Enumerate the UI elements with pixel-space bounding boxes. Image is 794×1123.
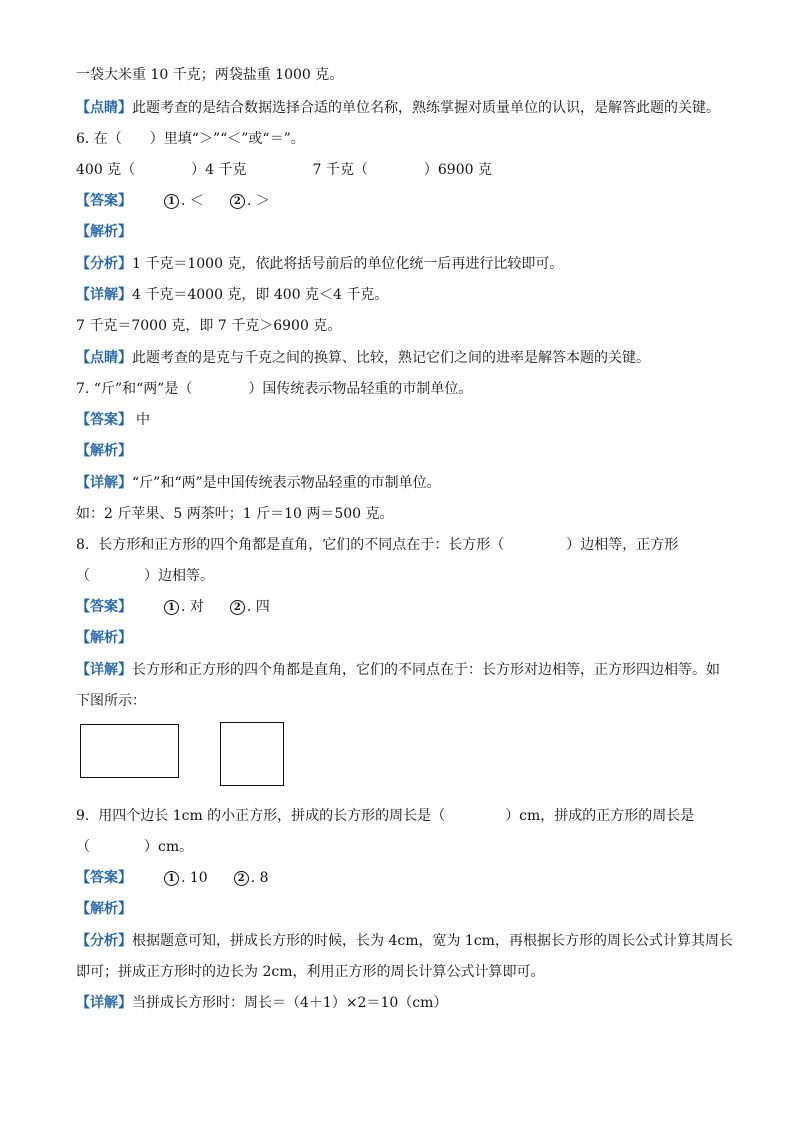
xiangjie-text: “斤”和“两”是中国传统表示物品轻重的市制单位。 bbox=[132, 475, 441, 491]
stem-b: ）边相等，正方形 bbox=[566, 537, 679, 553]
fenxi-line bbox=[76, 255, 563, 273]
review-tag: 【点睛】 bbox=[76, 100, 132, 116]
question-7-stem bbox=[76, 380, 472, 398]
xiangjie-line bbox=[76, 286, 388, 304]
xiangjie-tag: 【详解】 bbox=[76, 995, 132, 1011]
jiexi-tag: 【解析】 bbox=[76, 630, 132, 646]
circled-number: 2 bbox=[230, 600, 245, 615]
circled-number: 1 bbox=[164, 871, 179, 886]
fenxi-text: 根据题意可知，拼成长方形的时候，长为 4cm，宽为 1cm，再根据长方形的周长公式计算其周长 bbox=[132, 933, 733, 949]
compare-right-b: ）6900 克 bbox=[423, 162, 492, 178]
answer-1: . ＜ bbox=[181, 193, 204, 209]
jiexi-tag: 【解析】 bbox=[76, 901, 132, 917]
xiangjie-tag: 【详解】 bbox=[76, 662, 132, 678]
answer-line bbox=[76, 192, 270, 210]
question-8-stem-2 bbox=[76, 567, 214, 585]
answer-line bbox=[76, 869, 269, 887]
stem-d: ）边相等。 bbox=[144, 568, 214, 584]
stem-a: 7. “斤”和“两”是（ bbox=[76, 381, 193, 397]
question-9-stem bbox=[76, 807, 694, 825]
xiangjie-line-2: 7 千克＝7000 克，即 7 千克＞6900 克。 bbox=[76, 318, 342, 334]
question-6-compare bbox=[76, 161, 492, 179]
answer-tag: 【答案】 bbox=[76, 193, 132, 209]
review-line bbox=[76, 99, 720, 117]
fenxi-line bbox=[76, 932, 733, 950]
stem-a: 8. 长方形和正方形的四个角都是直角，它们的不同点在于：长方形（ bbox=[76, 537, 505, 553]
stem-c: （ bbox=[76, 568, 90, 584]
xiangjie-line bbox=[76, 661, 720, 679]
square-figure bbox=[220, 722, 284, 786]
answer-1: . 10 bbox=[181, 870, 208, 886]
xiangjie-line bbox=[76, 474, 441, 492]
review-tag: 【点睛】 bbox=[76, 350, 132, 366]
answer-line bbox=[76, 411, 150, 429]
answer-2: . 四 bbox=[246, 599, 270, 615]
compare-right-a: 7 千克（ bbox=[312, 162, 368, 178]
answer-tag: 【答案】 bbox=[76, 870, 132, 886]
text-line: 一袋大米重 10 千克；两袋盐重 1000 克。 bbox=[76, 67, 344, 83]
xiangjie-tag: 【详解】 bbox=[76, 287, 132, 303]
xiangjie-line-2: 下图所示： bbox=[76, 693, 146, 709]
stem-a: 9. 用四个边长 1cm 的小正方形，拼成的长方形的周长是（ bbox=[76, 808, 446, 824]
jiexi-tag: 【解析】 bbox=[76, 224, 132, 240]
answer-text: 中 bbox=[136, 412, 150, 428]
xiangjie-text: 长方形和正方形的四个角都是直角，它们的不同点在于：长方形对边相等，正方形四边相等。如 bbox=[132, 662, 720, 678]
stem-b: ）国传统表示物品轻重的市制单位。 bbox=[248, 381, 473, 397]
xiangjie-text: 4 千克＝4000 克，即 400 克＜4 千克。 bbox=[132, 287, 389, 303]
stem-b: ）cm，拼成的正方形的周长是 bbox=[505, 808, 695, 824]
stem-d: ）cm。 bbox=[144, 839, 194, 855]
review-text: 此题考查的是结合数据选择合适的单位名称，熟练掌握对质量单位的认识，是解答此题的关键。 bbox=[132, 100, 720, 116]
xiangjie-line bbox=[76, 994, 447, 1012]
fenxi-text: 1 千克＝1000 克，依此将括号前后的单位化统一后再进行比较即可。 bbox=[132, 256, 564, 272]
answer-tag: 【答案】 bbox=[76, 599, 132, 615]
review-line bbox=[76, 349, 650, 367]
xiangjie-tag: 【详解】 bbox=[76, 475, 132, 491]
answer-2: . 8 bbox=[250, 870, 269, 886]
rectangle-figure bbox=[80, 724, 179, 778]
review-text: 此题考查的是克与千克之间的换算、比较，熟记它们之间的进率是解答本题的关键。 bbox=[132, 350, 650, 366]
question-9-stem-2 bbox=[76, 838, 193, 856]
xiangjie-text: 当拼成长方形时：周长＝（4＋1）×2＝10（cm） bbox=[132, 995, 448, 1011]
answer-2: . ＞ bbox=[246, 193, 270, 209]
stem-c: （ bbox=[76, 839, 90, 855]
analysis-heading bbox=[76, 900, 132, 918]
compare-left-a: 400 克（ bbox=[76, 162, 136, 178]
analysis-heading bbox=[76, 442, 132, 460]
fenxi-tag: 【分析】 bbox=[76, 933, 132, 949]
circled-number: 1 bbox=[164, 600, 179, 615]
circled-number: 1 bbox=[164, 194, 179, 209]
fenxi-line-2: 即可；拼成正方形时的边长为 2cm，利用正方形的周长计算公式计算即可。 bbox=[76, 964, 545, 980]
jiexi-tag: 【解析】 bbox=[76, 443, 132, 459]
answer-1: . 对 bbox=[181, 599, 204, 615]
circled-number: 2 bbox=[234, 871, 249, 886]
analysis-heading bbox=[76, 629, 132, 647]
answer-tag: 【答案】 bbox=[76, 412, 132, 428]
example-line: 如：2 斤苹果、5 两茶叶；1 斤＝10 两＝500 克。 bbox=[76, 506, 394, 522]
compare-left-b: ）4 千克 bbox=[191, 162, 247, 178]
circled-number: 2 bbox=[230, 194, 245, 209]
answer-line bbox=[76, 598, 270, 616]
question-8-stem bbox=[76, 536, 678, 554]
question-6-stem: 6. 在（ ）里填“＞”“＜”或“＝”。 bbox=[76, 131, 305, 147]
fenxi-tag: 【分析】 bbox=[76, 256, 132, 272]
analysis-heading bbox=[76, 223, 132, 241]
